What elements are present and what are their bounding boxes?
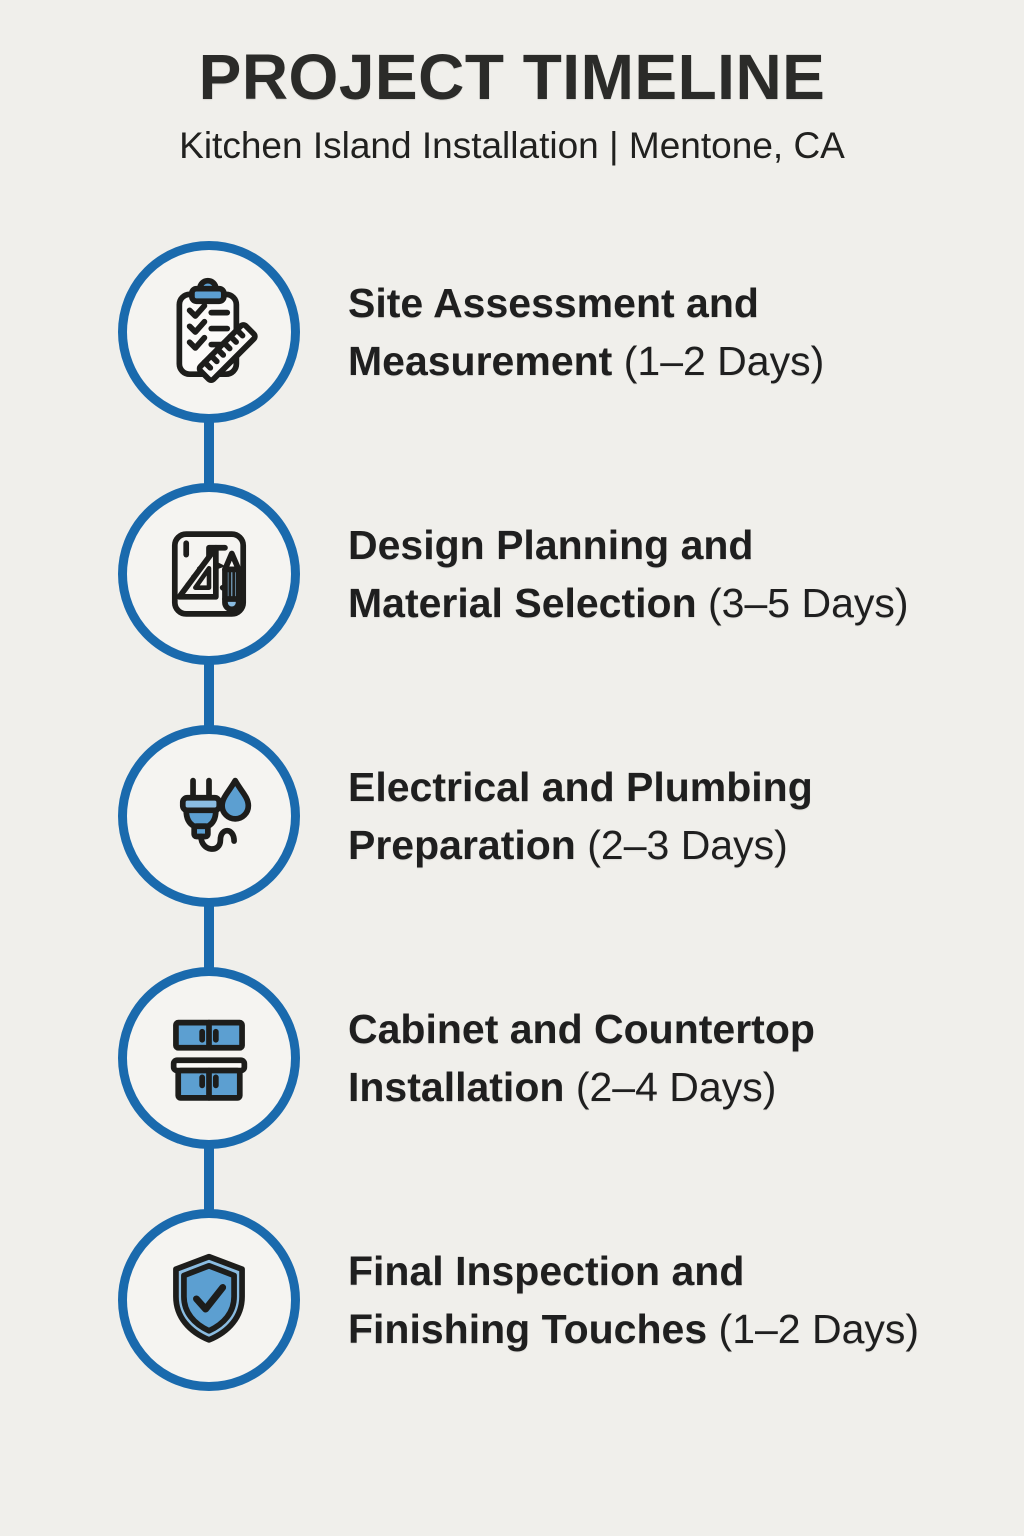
step-icon-circle <box>118 241 300 423</box>
step-duration: (2–4 Days) <box>575 1063 777 1110</box>
step-title-line1: Electrical and Plumbing <box>348 763 813 810</box>
step-title-line1: Final Inspection and <box>348 1247 745 1294</box>
clipboard-checklist-ruler-icon <box>152 275 266 389</box>
step-icon-circle <box>118 725 300 907</box>
step-text <box>348 274 824 390</box>
page-title: PROJECT TIMELINE <box>198 41 826 113</box>
cabinet-countertop-icon <box>152 1001 266 1115</box>
step-text <box>348 1242 919 1358</box>
step-title-line2: Material Selection <box>348 579 697 626</box>
page-subtitle: Kitchen Island Installation | Mentone, CA <box>179 125 845 167</box>
step-text <box>348 516 909 632</box>
step-title-line2: Installation <box>348 1063 565 1110</box>
step-title-line2: Measurement <box>348 337 613 384</box>
header <box>0 0 1024 169</box>
step-icon-circle <box>118 483 300 665</box>
timeline-step-site-assessment <box>0 211 1024 453</box>
step-duration: (3–5 Days) <box>708 579 909 626</box>
step-title-line2: Preparation <box>348 821 576 868</box>
step-duration: (1–2 Days) <box>623 337 825 384</box>
step-duration: (1–2 Days) <box>718 1305 920 1352</box>
step-title-line1: Site Assessment and <box>348 279 759 326</box>
step-text <box>348 1000 815 1116</box>
shield-check-icon <box>152 1243 266 1357</box>
blueprint-setsquare-pencil-icon <box>152 517 266 631</box>
step-icon-circle <box>118 967 300 1149</box>
step-text <box>348 758 813 874</box>
step-duration: (2–3 Days) <box>587 821 788 868</box>
timeline <box>0 211 1024 1421</box>
timeline-step-final-inspection <box>0 1179 1024 1421</box>
plug-water-drop-icon <box>152 759 266 873</box>
step-title-line1: Cabinet and Countertop <box>348 1005 815 1052</box>
step-title-line1: Design Planning and <box>348 521 754 568</box>
timeline-step-design-planning <box>0 453 1024 695</box>
timeline-step-cabinet-countertop <box>0 937 1024 1179</box>
step-title-line2: Finishing Touches <box>348 1305 708 1352</box>
step-icon-circle <box>118 1209 300 1391</box>
timeline-step-electrical-plumbing <box>0 695 1024 937</box>
